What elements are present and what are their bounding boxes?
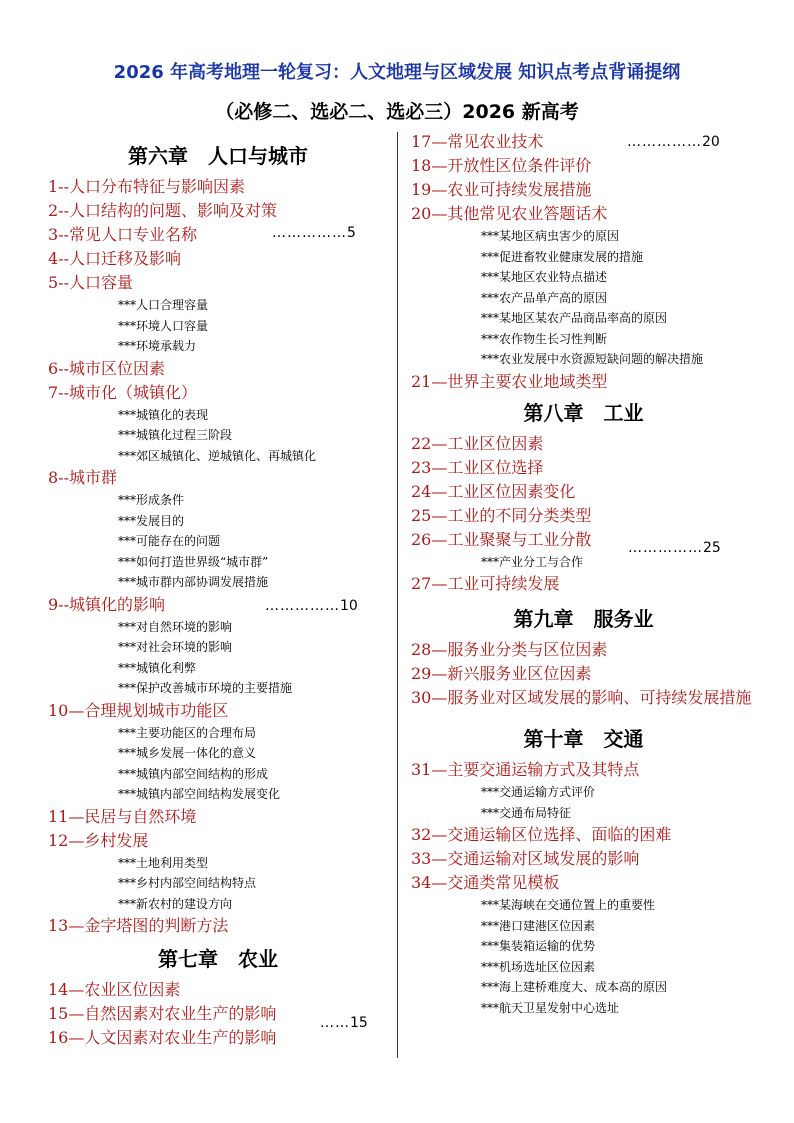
dot-leader: …………… [628, 540, 703, 556]
toc-subitem: ***对社会环境的影响 [118, 640, 233, 654]
toc-item[interactable]: 11—民居与自然环境 [48, 806, 197, 826]
toc-item[interactable]: 15—自然因素对农业生产的影响 [48, 1004, 277, 1023]
page-number: 25 [703, 540, 721, 556]
chapter-title: 人口与城市 [208, 144, 308, 168]
toc-subitem: ***某地区某农产品商品率高的原因 [481, 311, 668, 325]
toc-subitem: ***形成条件 [118, 493, 185, 507]
chapter-10-heading [411, 720, 756, 758]
toc-item[interactable]: 17—常见农业技术 [411, 132, 544, 151]
toc-item[interactable]: 34—交通类常见模板 [411, 873, 560, 892]
dot-leader: …… [320, 1015, 350, 1031]
chapter-title: 工业 [603, 400, 644, 425]
toc-subitem: ***农业发展中水资源短缺问题的解决措施 [481, 352, 704, 366]
toc-item[interactable]: 7--城市化（城镇化） [48, 382, 197, 402]
toc-subitem: ***农作物生长习性判断 [481, 331, 608, 346]
chapter-number: 第九章 [513, 607, 574, 631]
page-number: 20 [702, 134, 720, 150]
dot-leader: …………… [265, 598, 340, 614]
toc-subitem: ***乡村内部空间结构特点 [118, 876, 257, 890]
column-divider [397, 132, 398, 1058]
dot-leader: …………… [627, 134, 702, 150]
toc-subitem: ***城镇化利弊 [118, 660, 197, 675]
page-marker [272, 225, 356, 241]
toc-item[interactable]: 12—乡村发展 [48, 830, 149, 850]
toc-subitem: ***某海峡在交通位置上的重要性 [481, 898, 656, 912]
toc-item[interactable]: 33—交通运输对区域发展的影响 [411, 849, 640, 868]
toc-item[interactable]: 29—新兴服务业区位因素 [411, 664, 592, 683]
toc-subitem: ***海上建桥难度大、成本高的原因 [481, 980, 668, 994]
chapter-8-heading [411, 394, 756, 432]
page-marker [628, 540, 721, 556]
dot-leader: …………… [272, 225, 347, 241]
toc-subitem: ***对自然环境的影响 [118, 619, 233, 634]
toc-subitem: ***发展目的 [118, 513, 185, 528]
toc-item[interactable]: 32—交通运输区位选择、面临的困难 [411, 825, 672, 844]
toc-subitem: ***交通布局特征 [481, 805, 572, 820]
toc-item-label: 3--常见人口专业名称 [48, 225, 197, 244]
toc-item[interactable]: 28—服务业分类与区位因素 [411, 640, 608, 659]
toc-subitem: ***人口合理容量 [118, 298, 209, 312]
toc-item[interactable]: 20—其他常见农业答题话术 [411, 204, 608, 223]
toc-item[interactable]: 2--人口结构的问题、影响及对策 [48, 201, 277, 220]
toc-item[interactable]: 14—农业区位因素 [48, 980, 181, 999]
left-column [48, 137, 388, 1050]
toc-subitem: ***城镇内部空间结构的形成 [118, 766, 269, 781]
chapter-number: 第八章 [523, 400, 584, 425]
page-marker [627, 134, 720, 150]
toc-item[interactable]: 22—工业区位因素 [411, 433, 544, 453]
toc-subitem: ***城镇化过程三阶段 [118, 428, 233, 442]
toc-item[interactable]: 13—金字塔图的判断方法 [48, 916, 229, 935]
toc-item[interactable]: 21—世界主要农业地域类型 [411, 371, 608, 391]
toc-subitem: ***城乡发展一体化的意义 [118, 746, 257, 760]
toc-item[interactable]: 25—工业的不同分类类型 [411, 505, 592, 525]
toc-subitem: ***某地区农业特点描述 [481, 270, 608, 284]
chapter-title: 交通 [603, 727, 644, 751]
toc-item[interactable]: 4--人口迁移及影响 [48, 249, 181, 268]
toc-item[interactable]: 6--城市区位因素 [48, 358, 165, 378]
toc-subitem: ***集装箱运输的优势 [481, 939, 596, 953]
chapter-title: 服务业 [593, 607, 654, 631]
toc-item[interactable]: 9--城镇化的影响 [48, 594, 165, 614]
toc-subitem: ***农产品单产高的原因 [481, 290, 608, 305]
toc-subitem: ***航天卫星发射中心选址 [481, 1000, 620, 1015]
chapter-9-heading [411, 600, 756, 638]
toc-subitem: ***促进畜牧业健康发展的措施 [481, 249, 644, 264]
page-number: 5 [347, 225, 356, 241]
toc-subitem: ***郊区城镇化、逆城镇化、再城镇化 [118, 448, 317, 463]
document-subtitle: （必修二、选必二、选必三）2026 新高考 [215, 101, 579, 123]
toc-subitem: ***土地利用类型 [118, 855, 209, 870]
chapter-7-heading [48, 940, 388, 978]
toc-item[interactable]: 1--人口分布特征与影响因素 [48, 177, 245, 196]
page-marker [320, 1015, 368, 1031]
toc-subitem: ***交通运输方式评价 [481, 785, 596, 799]
document-title: 2026 年高考地理一轮复习：人文地理与区域发展 知识点考点背诵提纲 [113, 62, 681, 83]
toc-subitem: ***可能存在的问题 [118, 534, 221, 548]
toc-item[interactable]: 31—主要交通运输方式及其特点 [411, 760, 640, 779]
toc-subitem: ***某地区病虫害少的原因 [481, 229, 620, 243]
toc-subitem: ***新农村的建设方向 [118, 896, 233, 911]
toc-item[interactable]: 8--城市群 [48, 468, 117, 487]
toc-subitem: ***城镇化的表现 [118, 407, 209, 422]
chapter-6-heading [48, 137, 388, 175]
chapter-number: 第十章 [523, 727, 584, 751]
chapter-number: 第六章 [128, 144, 188, 168]
toc-item[interactable]: 18—开放性区位条件评价 [411, 156, 592, 175]
page-marker [265, 598, 358, 614]
toc-subitem: ***城镇内部空间结构发展变化 [118, 787, 281, 801]
toc-item[interactable]: 23—工业区位选择 [411, 457, 544, 477]
page-number: 15 [350, 1015, 368, 1031]
toc-item[interactable]: 27—工业可持续发展 [411, 574, 560, 593]
toc-item[interactable]: 19—农业可持续发展措施 [411, 180, 592, 199]
toc-item[interactable]: 10—合理规划城市功能区 [48, 700, 229, 720]
toc-item[interactable]: 16—人文因素对农业生产的影响 [48, 1028, 277, 1047]
toc-subitem: ***保护改善城市环境的主要措施 [118, 681, 293, 695]
toc-subitem: ***主要功能区的合理布局 [118, 725, 257, 740]
toc-item[interactable]: 26—工业聚聚与工业分散 [411, 529, 592, 549]
page-number: 10 [340, 598, 358, 614]
toc-item[interactable]: 30—服务业对区域发展的影响、可持续发展措施 [411, 688, 752, 707]
right-column [411, 130, 756, 1018]
chapter-number: 第七章 [158, 947, 218, 971]
toc-subitem: ***如何打造世界级“城市群” [118, 554, 269, 569]
toc-subitem: ***环境承载力 [118, 339, 197, 353]
toc-subitem: ***城市群内部协调发展措施 [118, 575, 269, 589]
toc-item[interactable]: 24—工业区位因素变化 [411, 481, 576, 501]
chapter-title: 农业 [238, 947, 278, 971]
toc-subitem: ***港口建港区位因素 [481, 918, 596, 933]
toc-item[interactable]: 5--人口容量 [48, 273, 133, 292]
toc-subitem: ***产业分工与合作 [481, 554, 584, 569]
toc-subitem: ***环境人口容量 [118, 318, 209, 333]
toc-subitem: ***机场选址区位因素 [481, 959, 596, 974]
